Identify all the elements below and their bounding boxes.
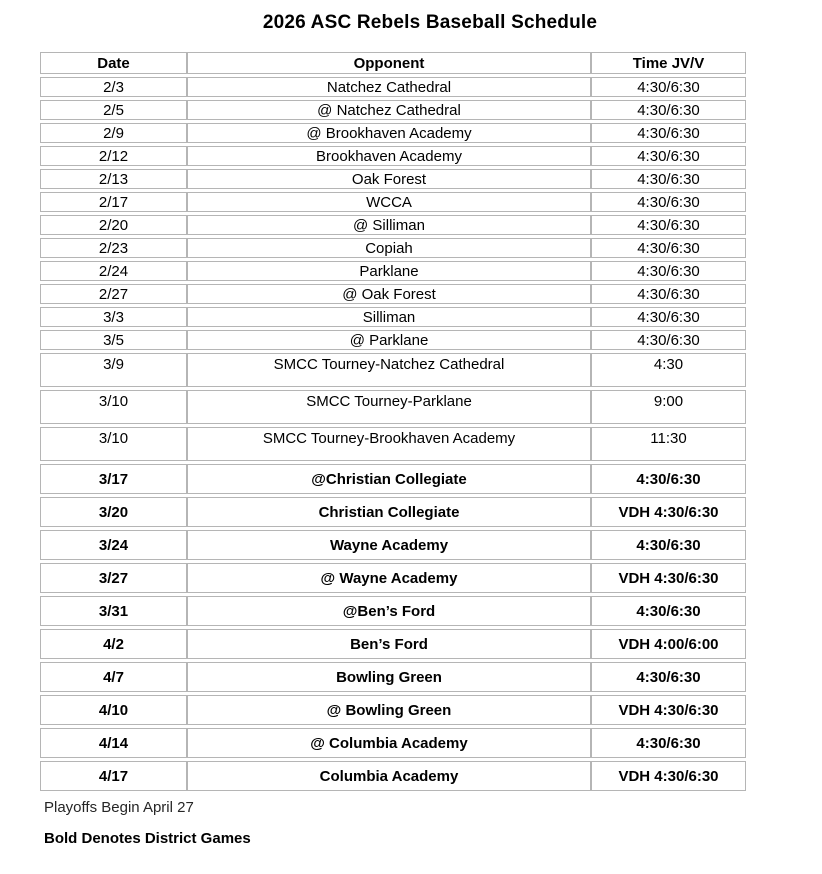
cell-date: 2/24: [40, 261, 187, 281]
cell-date: 3/10: [40, 427, 187, 461]
cell-time: 11:30: [591, 427, 746, 461]
cell-opponent: WCCA: [187, 192, 591, 212]
schedule-row: [40, 695, 746, 725]
cell-opponent: SMCC Tourney-Natchez Cathedral: [187, 353, 591, 387]
cell-date: 3/27: [40, 563, 187, 593]
cell-opponent: @Christian Collegiate: [187, 464, 591, 494]
schedule-row: [40, 497, 746, 527]
cell-time: 4:30/6:30: [591, 123, 746, 143]
schedule-row: [40, 215, 746, 235]
schedule-row: [40, 284, 746, 304]
schedule-row: [40, 353, 746, 387]
schedule-row: [40, 146, 746, 166]
schedule-table: [40, 49, 746, 794]
schedule-row: [40, 596, 746, 626]
cell-opponent: @ Bowling Green: [187, 695, 591, 725]
schedule-row: [40, 390, 746, 424]
schedule-row: [40, 307, 746, 327]
schedule-row: [40, 662, 746, 692]
cell-opponent: Oak Forest: [187, 169, 591, 189]
cell-time: 4:30/6:30: [591, 238, 746, 258]
schedule-table-body: [40, 77, 746, 791]
cell-time: 4:30/6:30: [591, 284, 746, 304]
cell-date: 2/9: [40, 123, 187, 143]
cell-date: 4/10: [40, 695, 187, 725]
cell-date: 3/31: [40, 596, 187, 626]
schedule-row: [40, 728, 746, 758]
cell-date: 4/17: [40, 761, 187, 791]
schedule-row: [40, 563, 746, 593]
cell-opponent: Silliman: [187, 307, 591, 327]
schedule-row: [40, 238, 746, 258]
cell-opponent: Columbia Academy: [187, 761, 591, 791]
cell-time: 4:30: [591, 353, 746, 387]
cell-date: 2/12: [40, 146, 187, 166]
cell-date: 2/20: [40, 215, 187, 235]
cell-time: 4:30/6:30: [591, 77, 746, 97]
cell-opponent: Copiah: [187, 238, 591, 258]
cell-time: 4:30/6:30: [591, 261, 746, 281]
cell-date: 2/13: [40, 169, 187, 189]
cell-date: 2/3: [40, 77, 187, 97]
cell-opponent: Brookhaven Academy: [187, 146, 591, 166]
cell-date: 2/23: [40, 238, 187, 258]
schedule-row: [40, 761, 746, 791]
cell-date: 3/20: [40, 497, 187, 527]
cell-time: 4:30/6:30: [591, 307, 746, 327]
document-page: [0, 12, 822, 874]
schedule-row: [40, 100, 746, 120]
column-header-date: Date: [40, 52, 187, 74]
district-legend-note: Bold Denotes District Games: [44, 830, 251, 847]
schedule-row: [40, 464, 746, 494]
cell-time: 4:30/6:30: [591, 146, 746, 166]
cell-date: 2/5: [40, 100, 187, 120]
cell-time: 4:30/6:30: [591, 192, 746, 212]
cell-opponent: Christian Collegiate: [187, 497, 591, 527]
cell-time: VDH 4:30/6:30: [591, 497, 746, 527]
cell-opponent: @Ben’s Ford: [187, 596, 591, 626]
cell-opponent: Natchez Cathedral: [187, 77, 591, 97]
column-header-time: Time JV/V: [591, 52, 746, 74]
cell-time: VDH 4:30/6:30: [591, 563, 746, 593]
schedule-row: [40, 192, 746, 212]
cell-opponent: Wayne Academy: [187, 530, 591, 560]
schedule-row: [40, 77, 746, 97]
cell-time: VDH 4:00/6:00: [591, 629, 746, 659]
cell-opponent: Ben’s Ford: [187, 629, 591, 659]
cell-date: 2/27: [40, 284, 187, 304]
page-title: 2026 ASC Rebels Baseball Schedule: [262, 12, 598, 33]
cell-opponent: @ Oak Forest: [187, 284, 591, 304]
cell-time: VDH 4:30/6:30: [591, 761, 746, 791]
cell-date: 4/14: [40, 728, 187, 758]
cell-opponent: @ Natchez Cathedral: [187, 100, 591, 120]
column-header-opponent: Opponent: [187, 52, 591, 74]
cell-opponent: Bowling Green: [187, 662, 591, 692]
cell-time: VDH 4:30/6:30: [591, 695, 746, 725]
schedule-row: [40, 261, 746, 281]
cell-opponent: SMCC Tourney-Parklane: [187, 390, 591, 424]
cell-date: 3/24: [40, 530, 187, 560]
cell-opponent: @ Silliman: [187, 215, 591, 235]
cell-date: 3/5: [40, 330, 187, 350]
cell-opponent: Parklane: [187, 261, 591, 281]
cell-date: 3/9: [40, 353, 187, 387]
schedule-row: [40, 530, 746, 560]
cell-date: 3/17: [40, 464, 187, 494]
cell-opponent: @ Brookhaven Academy: [187, 123, 591, 143]
cell-date: 3/10: [40, 390, 187, 424]
schedule-row: [40, 629, 746, 659]
schedule-row: [40, 169, 746, 189]
schedule-row: [40, 123, 746, 143]
cell-time: 4:30/6:30: [591, 464, 746, 494]
cell-time: 4:30/6:30: [591, 330, 746, 350]
cell-time: 4:30/6:30: [591, 662, 746, 692]
cell-date: 3/3: [40, 307, 187, 327]
cell-time: 4:30/6:30: [591, 215, 746, 235]
schedule-header-row: [40, 52, 746, 74]
playoffs-note: Playoffs Begin April 27: [44, 799, 194, 816]
schedule-row: [40, 427, 746, 461]
cell-date: 4/7: [40, 662, 187, 692]
cell-date: 2/17: [40, 192, 187, 212]
cell-time: 4:30/6:30: [591, 100, 746, 120]
cell-time: 4:30/6:30: [591, 530, 746, 560]
cell-time: 4:30/6:30: [591, 596, 746, 626]
cell-opponent: @ Columbia Academy: [187, 728, 591, 758]
cell-time: 9:00: [591, 390, 746, 424]
cell-opponent: @ Wayne Academy: [187, 563, 591, 593]
cell-date: 4/2: [40, 629, 187, 659]
cell-opponent: SMCC Tourney-Brookhaven Academy: [187, 427, 591, 461]
cell-time: 4:30/6:30: [591, 169, 746, 189]
cell-time: 4:30/6:30: [591, 728, 746, 758]
cell-opponent: @ Parklane: [187, 330, 591, 350]
schedule-row: [40, 330, 746, 350]
